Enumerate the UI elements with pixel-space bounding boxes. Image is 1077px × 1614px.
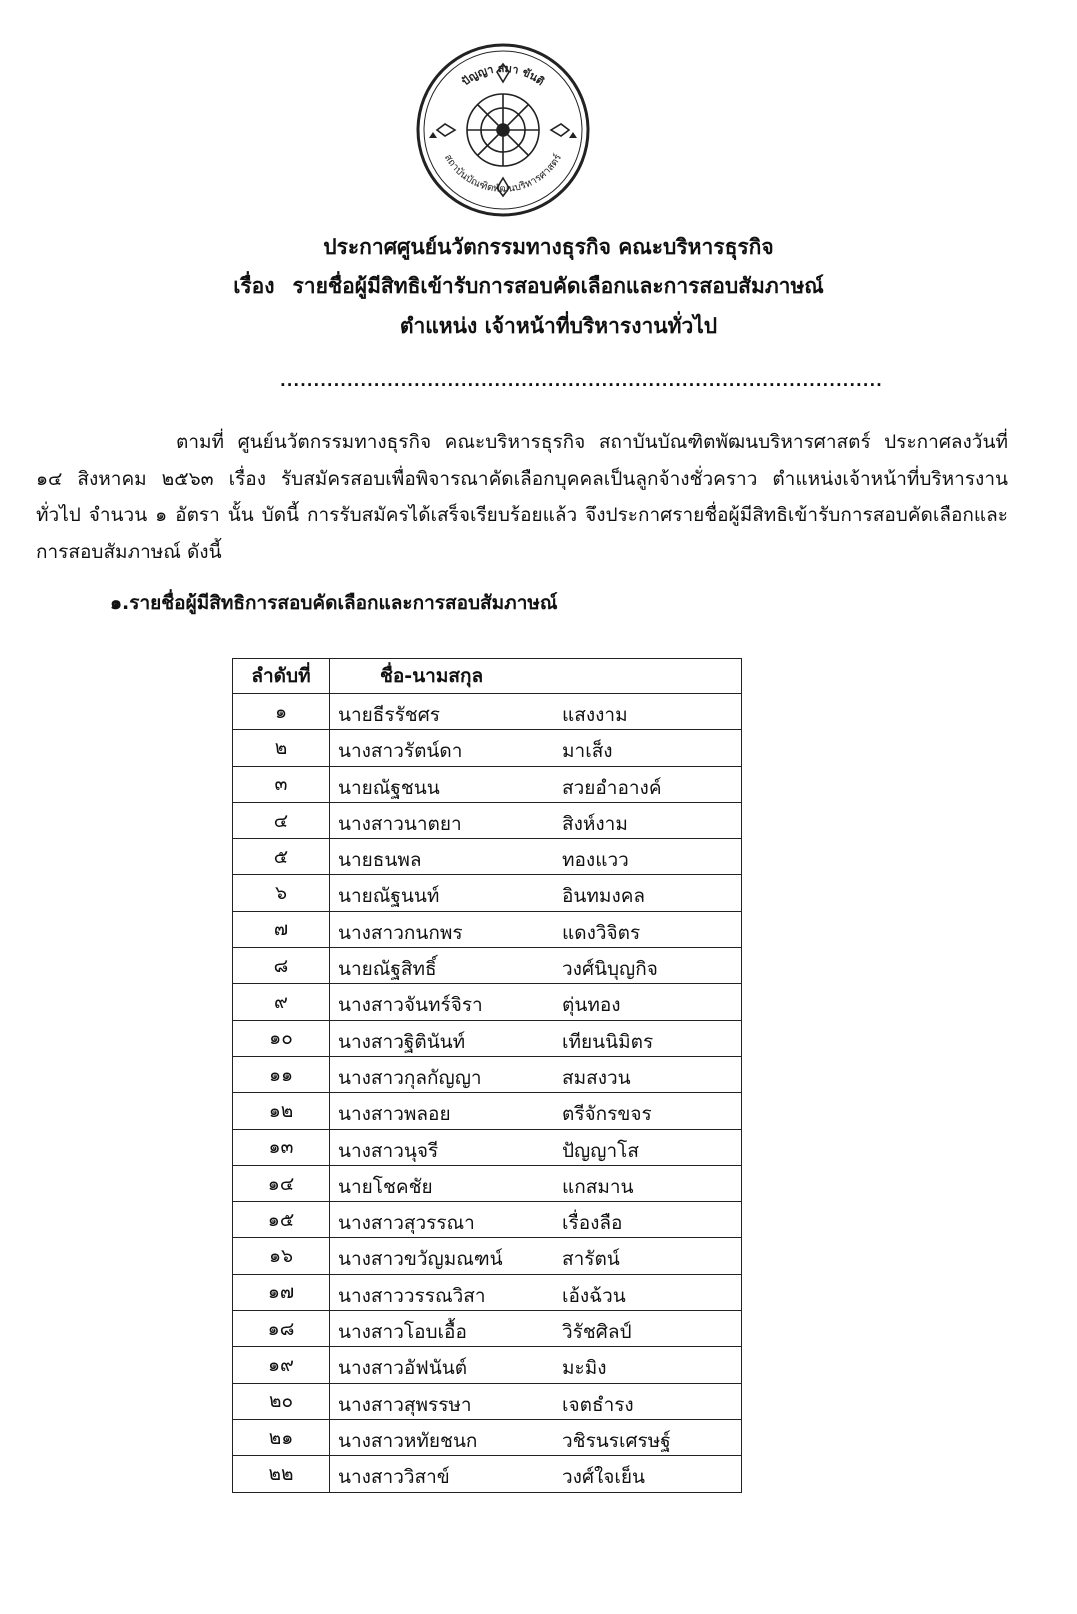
row-number: ๑๑ [233,1056,330,1092]
row-number: ๒๐ [233,1383,330,1419]
row-name [330,1274,742,1310]
body-text: ตามที่ ศูนย์นวัตกรรมทางธุรกิจ คณะบริหารธุรกิจ สถาบันบัณฑิตพัฒนบริหารศาสตร์ ประกาศลงวันที่ ๑๔ สิงหาคม ๒๕๖๓ เรื่อง รับสมัครสอบเพื่อพิจารณาคัดเลือกบุคคลเป็นลูกจ้างชั่วคราว ตำแหน่งเจ้าหน้าที่บริหารงานทั่วไป จำนวน ๑ อัตรา นั้น บัดนี้ การรับสมัครได้เสร็จเรียบร้อยแล้ว จึงประกาศรายชื่อผู้มีสิทธิเข้ารับการสอบคัดเลือกและการสอบสัมภาษณ์ ดังนี้ [36,431,1008,563]
last-name: สิงห์งาม [562,812,628,835]
row-name [330,1129,742,1165]
first-name: นางสาวนุจรี [338,1139,439,1162]
row-name [330,1347,742,1383]
row-number: ๑๒ [233,1093,330,1129]
section-heading: ๑.รายชื่อผู้มีสิทธิการสอบคัดเลือกและการสอบสัมภาษณ์ [110,592,558,614]
last-name: ตุ่นทอง [562,994,621,1017]
row-number: ๗ [233,911,330,947]
subject-label: เรื่อง [233,274,275,298]
first-name: นายธีรรัชศร [338,704,440,726]
table-row [233,730,742,766]
row-number: ๑ [233,694,330,730]
row-name [330,984,742,1020]
table-row [233,1419,742,1455]
last-name: วงศ์นิบุญกิจ [562,958,658,981]
table-row [233,984,742,1020]
first-name: นางสาวฐิตินันท์ [338,1030,466,1053]
table-row [233,1456,742,1492]
first-name: นางสาววิสาข์ [338,1466,450,1489]
last-name: แสงงาม [562,704,628,726]
row-name [330,1311,742,1347]
table-row [233,1129,742,1165]
table-row [233,694,742,730]
table-row [233,1165,742,1201]
table-row [233,948,742,984]
first-name: นางสาวโอบเอื้อ [338,1321,467,1344]
row-name [330,1093,742,1129]
row-name [330,948,742,984]
first-name: นายณัฐสิทธิ์ [338,958,437,981]
separator-dots: .......................................................................................... [280,372,883,390]
first-name: นางสาววรรณวิสา [338,1284,486,1307]
table-row [233,1274,742,1310]
row-name [330,1202,742,1238]
last-name: เอ้งฉ้วน [562,1284,626,1307]
last-name: วงศ์ใจเย็น [562,1466,646,1489]
first-name: นายโชคชัย [338,1175,433,1198]
row-number: ๑๕ [233,1202,330,1238]
last-name: แดงวิจิตร [562,921,641,944]
last-name: วิรัชศิลป์ [562,1321,632,1344]
table-row [233,1238,742,1274]
announcement-title: ประกาศศูนย์นวัตกรรมทางธุรกิจ คณะบริหารธุรกิจ [323,235,774,259]
row-number: ๑๖ [233,1238,330,1274]
row-number: ๘ [233,948,330,984]
first-name: นายณัฐนนท์ [338,885,440,908]
row-name [330,1020,742,1056]
row-number: ๒๒ [233,1456,330,1492]
table-header-row [233,659,742,694]
announcement-subject [10,271,1047,301]
last-name: เรื่องลือ [562,1212,623,1235]
row-number: ๑๓ [233,1129,330,1165]
table-row [233,839,742,875]
row-name [330,694,742,730]
row-number: ๒ [233,730,330,766]
row-number: ๑๐ [233,1020,330,1056]
row-number: ๑๘ [233,1311,330,1347]
table-row [233,1093,742,1129]
last-name: แกสมาน [562,1175,634,1198]
last-name: อินทมงคล [562,885,646,908]
last-name: เจตธำรง [562,1393,634,1416]
last-name: สวยอำอางค์ [562,776,662,799]
row-name [330,1056,742,1092]
first-name: นางสาวรัตน์ดา [338,740,463,763]
first-name: นางสาวพลอย [338,1103,451,1126]
header-name: ชื่อ-นามสกุล [330,659,742,694]
row-number: ๖ [233,875,330,911]
table-row [233,911,742,947]
last-name: สารัตน์ [562,1248,620,1271]
row-name [330,1456,742,1492]
row-name [330,911,742,947]
first-name: นางสาวนาตยา [338,812,462,835]
last-name: เทียนนิมิตร [562,1030,654,1053]
announcement-body [36,424,1008,570]
header-no: ลำดับที่ [233,659,330,694]
row-name [330,1238,742,1274]
row-name [330,802,742,838]
first-name: นางสาวกนกพร [338,921,463,944]
row-number: ๔ [233,802,330,838]
last-name: มาเส็ง [562,740,613,763]
table-row [233,1056,742,1092]
svg-text:สถาบันบัณฑิตพัฒนบริหารศาสตร์: สถาบันบัณฑิตพัฒนบริหารศาสตร์ [441,152,565,195]
table-row [233,1202,742,1238]
first-name: นางสาวสุพรรษา [338,1393,472,1416]
row-number: ๙ [233,984,330,1020]
row-name [330,875,742,911]
first-name: นางสาวอัฟนันต์ [338,1357,468,1380]
table-row [233,802,742,838]
row-number: ๒๑ [233,1419,330,1455]
first-name: นางสาวหทัยชนก [338,1429,478,1452]
first-name: นางสาวขวัญมณฑน์ [338,1248,503,1271]
row-name [330,1383,742,1419]
first-name: นายธนพล [338,849,422,872]
first-name: นายณัฐชนน [338,776,440,799]
row-number: ๑๔ [233,1165,330,1201]
table-row [233,875,742,911]
row-number: ๑๙ [233,1347,330,1383]
row-name [330,839,742,875]
last-name: ตรีจักรขจร [562,1103,652,1126]
table-row [233,766,742,802]
table-row [233,1020,742,1056]
last-name: ทองแวว [562,849,629,872]
last-name: ปัญญาโส [562,1139,639,1162]
svg-text:ปัญญา สมา ขันติ: ปัญญา สมา ขันติ [459,61,547,89]
row-name [330,1165,742,1201]
first-name: นางสาวสุวรรณา [338,1212,475,1235]
row-name [330,1419,742,1455]
first-name: นางสาวจันทร์จิรา [338,994,483,1017]
last-name: สมสงวน [562,1066,631,1089]
row-number: ๕ [233,839,330,875]
row-number: ๓ [233,766,330,802]
candidate-table [232,658,742,1493]
announcement-position: ตำแหน่ง เจ้าหน้าที่บริหารงานทั่วไป [399,314,718,338]
table-row [233,1311,742,1347]
row-name [330,730,742,766]
row-number: ๑๗ [233,1274,330,1310]
table-row [233,1383,742,1419]
row-name [330,766,742,802]
last-name: วชิรนรเศรษฐ์ [562,1429,671,1452]
last-name: มะมิง [562,1357,607,1380]
institution-seal [415,42,591,218]
subject-text: รายชื่อผู้มีสิทธิเข้ารับการสอบคัดเลือกและการสอบสัมภาษณ์ [292,274,824,298]
first-name: นางสาวกุลกัญญา [338,1066,482,1089]
table-row [233,1347,742,1383]
